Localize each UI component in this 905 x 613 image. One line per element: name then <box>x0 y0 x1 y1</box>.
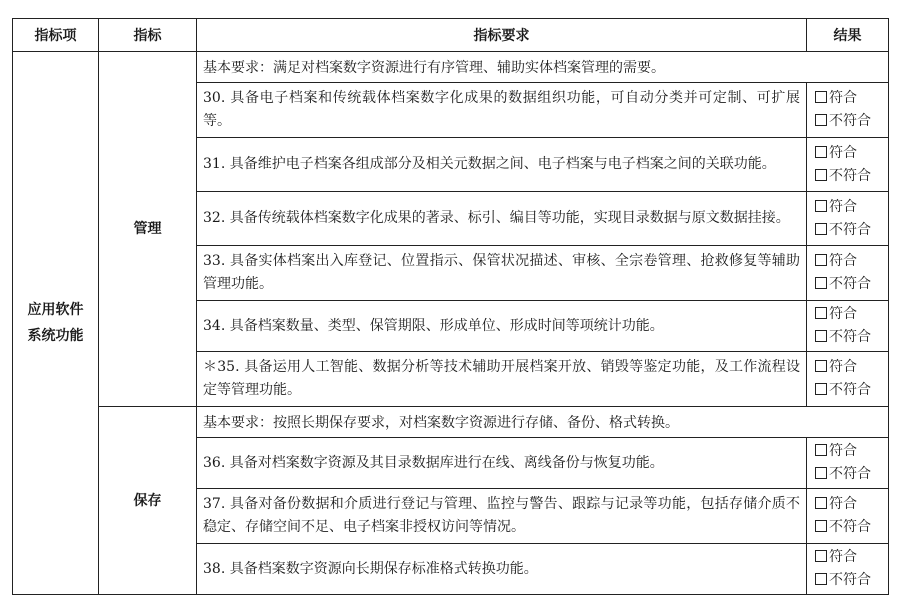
requirement-36: 36. 具备对档案数字资源及其目录数据库进行在线、离线备份与恢复功能。 <box>197 438 807 489</box>
checkbox-icon[interactable] <box>815 573 827 585</box>
checkbox-icon[interactable] <box>815 383 827 395</box>
pass-option[interactable]: 符合 <box>815 196 888 219</box>
fail-option[interactable]: 不符合 <box>815 110 888 133</box>
checkbox-icon[interactable] <box>815 497 827 509</box>
fail-option[interactable]: 不符合 <box>815 219 888 242</box>
requirement-38: 38. 具备档案数字资源向长期保存标准格式转换功能。 <box>197 544 807 595</box>
requirement-30: 30. 具备电子档案和传统载体档案数字化成果的数据组织功能，可自动分类并可定制、可扩展等。 <box>197 83 807 138</box>
header-row <box>13 19 889 52</box>
fail-option[interactable]: 不符合 <box>815 165 888 188</box>
criteria-table <box>12 18 889 595</box>
header-result: 结果 <box>807 19 889 52</box>
result-cell <box>807 83 889 138</box>
checkbox-icon[interactable] <box>815 520 827 532</box>
checkbox-icon[interactable] <box>815 467 827 479</box>
pass-option[interactable]: 符合 <box>815 493 888 516</box>
pass-option[interactable]: 符合 <box>815 87 888 110</box>
checkbox-icon[interactable] <box>815 114 827 126</box>
fail-option[interactable]: 不符合 <box>815 569 888 592</box>
checkbox-icon[interactable] <box>815 444 827 456</box>
indicator-preservation: 保存 <box>99 407 197 595</box>
checkbox-icon[interactable] <box>815 550 827 562</box>
checkbox-icon[interactable] <box>815 330 827 342</box>
basic-row-preservation <box>13 407 889 438</box>
checkbox-icon[interactable] <box>815 146 827 158</box>
result-cell <box>807 352 889 407</box>
checkbox-icon[interactable] <box>815 91 827 103</box>
checkbox-icon[interactable] <box>815 223 827 235</box>
fail-option[interactable]: 不符合 <box>815 273 888 296</box>
checkbox-icon[interactable] <box>815 307 827 319</box>
checkbox-icon[interactable] <box>815 200 827 212</box>
requirement-32: 32. 具备传统载体档案数字化成果的著录、标引、编目等功能，实现目录数据与原文数据挂接。 <box>197 192 807 246</box>
fail-option[interactable]: 不符合 <box>815 379 888 402</box>
result-cell <box>807 544 889 595</box>
result-cell <box>807 438 889 489</box>
header-requirement: 指标要求 <box>197 19 807 52</box>
result-cell <box>807 192 889 246</box>
result-cell <box>807 301 889 352</box>
category-cell <box>13 52 99 595</box>
pass-option[interactable]: 符合 <box>815 250 888 273</box>
pass-option[interactable]: 符合 <box>815 142 888 165</box>
header-indicator: 指标 <box>99 19 197 52</box>
requirement-37: 37. 具备对备份数据和介质进行登记与管理、监控与警告、跟踪与记录等功能，包括存储介质不稳定、存储空间不足、电子档案非授权访问等情况。 <box>197 489 807 544</box>
pass-option[interactable]: 符合 <box>815 303 888 326</box>
checkbox-icon[interactable] <box>815 277 827 289</box>
fail-option[interactable]: 不符合 <box>815 463 888 486</box>
header-item: 指标项 <box>13 19 99 52</box>
result-cell <box>807 489 889 544</box>
basic-requirement-preservation: 基本要求：按照长期保存要求，对档案数字资源进行存储、备份、格式转换。 <box>197 407 889 438</box>
pass-option[interactable]: 符合 <box>815 356 888 379</box>
checkbox-icon[interactable] <box>815 169 827 181</box>
basic-row-management <box>13 52 889 83</box>
requirement-31: 31. 具备维护电子档案各组成部分及相关元数据之间、电子档案与电子档案之间的关联功能。 <box>197 138 807 192</box>
requirement-35: ＊35. 具备运用人工智能、数据分析等技术辅助开展档案开放、销毁等鉴定功能，及工作流程设定等管理功能。 <box>197 352 807 407</box>
basic-requirement-management: 基本要求：满足对档案数字资源进行有序管理、辅助实体档案管理的需要。 <box>197 52 889 83</box>
pass-option[interactable]: 符合 <box>815 440 888 463</box>
result-cell <box>807 246 889 301</box>
requirement-34: 34. 具备档案数量、类型、保管期限、形成单位、形成时间等项统计功能。 <box>197 301 807 352</box>
indicator-management: 管理 <box>99 52 197 407</box>
pass-option[interactable]: 符合 <box>815 546 888 569</box>
category-line-2: 系统功能 <box>27 328 84 344</box>
fail-option[interactable]: 不符合 <box>815 326 888 349</box>
requirement-33: 33. 具备实体档案出入库登记、位置指示、保管状况描述、审核、全宗卷管理、抢救修复等辅助管理功能。 <box>197 246 807 301</box>
result-cell <box>807 138 889 192</box>
checkbox-icon[interactable] <box>815 254 827 266</box>
category-line-1: 应用软件 <box>27 302 84 318</box>
checkbox-icon[interactable] <box>815 360 827 372</box>
fail-option[interactable]: 不符合 <box>815 516 888 539</box>
